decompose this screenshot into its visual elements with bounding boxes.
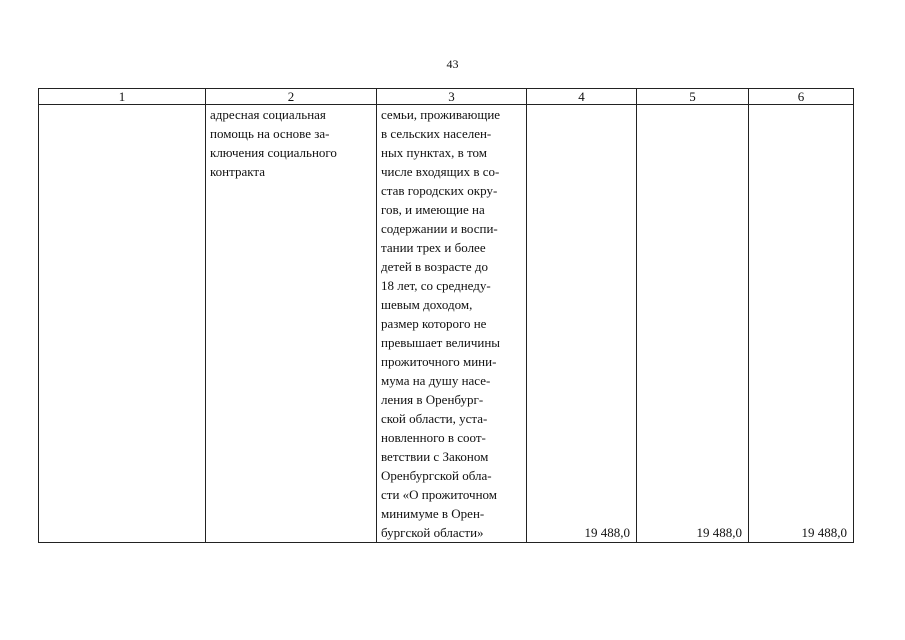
recipient-description: семьи, проживающие в сельских населен- ных пунктах, в том числе входящих в со- став городских окру- гов, и имеющие на содержании и воспи- тании трех и более детей в возрасте до 18 лет, со среднеду- шевым доходом, размер которого не превышает величины прожиточного мини- мума на душу насе- ления в Оренбург- ской области, уста- новленного в соот- ветствии с Законом Оренбургской обла- сти «О прожиточном минимуме в Орен- бургской области» — [381, 107, 501, 540]
column-header-3: 3 — [377, 89, 527, 105]
budget-table — [38, 88, 854, 543]
measure-name: адресная социальная помощь на основе за- ключения социального контракта — [210, 107, 337, 179]
column-header-5: 5 — [637, 89, 749, 105]
cell-col5-amount: 19 488,0 — [637, 105, 749, 543]
table-header-row — [39, 89, 854, 105]
table-row — [39, 105, 854, 543]
column-header-2: 2 — [206, 89, 377, 105]
cell-col2 — [206, 105, 377, 543]
cell-col4-amount: 19 488,0 — [527, 105, 637, 543]
column-header-1: 1 — [39, 89, 206, 105]
column-header-4: 4 — [527, 89, 637, 105]
page-number: 43 — [446, 57, 459, 71]
column-header-6: 6 — [749, 89, 854, 105]
cell-col1 — [39, 105, 206, 543]
cell-col6-amount: 19 488,0 — [749, 105, 854, 543]
cell-col3 — [377, 105, 527, 543]
